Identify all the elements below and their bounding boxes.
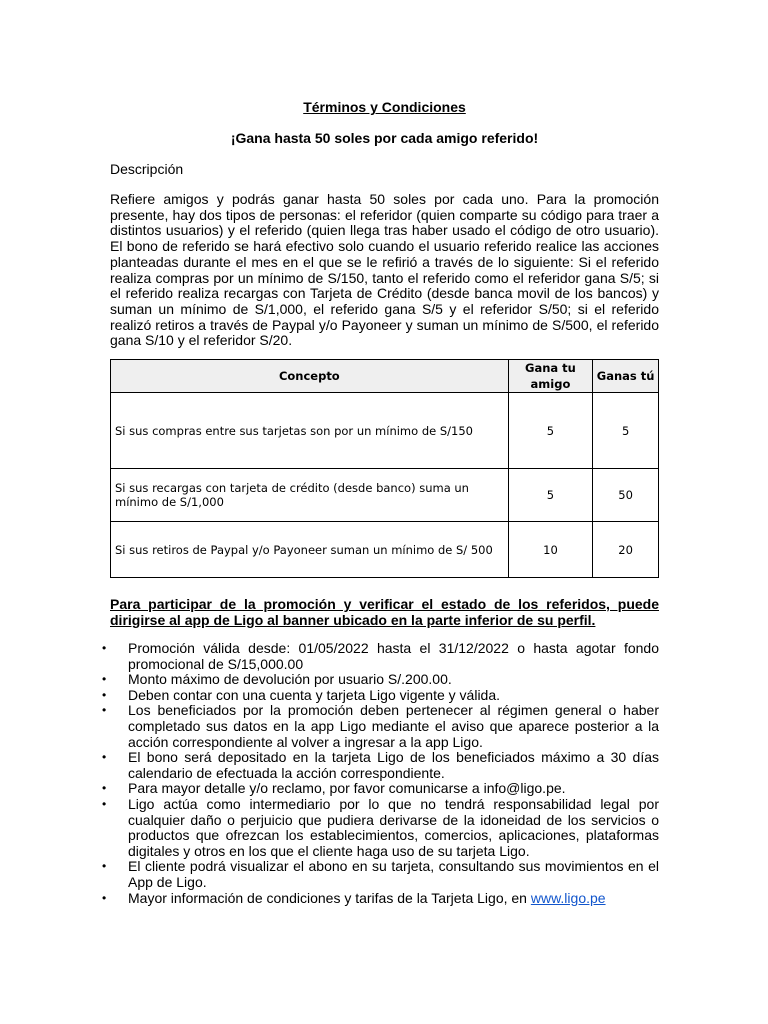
bullet-icon: •	[102, 641, 107, 655]
bullet-icon: •	[102, 796, 107, 811]
list-item-text: Monto máximo de devolución por usuario S/.200.00.	[128, 671, 452, 688]
list-item-text: Mayor información de condiciones y tarifas de la Tarjeta Ligo, en	[128, 889, 531, 906]
list-item-text: Los beneficiados por la promoción deben pertenecer al régimen general o haber completado sus datos en la app Ligo mediante el aviso que aparece posterior a la acción correspondiente al volver a ingresar a la app Ligo.	[128, 702, 659, 750]
row-concept: Si sus recargas con tarjeta de crédito (desde banco) suma un mínimo de S/1,000	[111, 469, 509, 522]
table-row	[111, 393, 659, 469]
list-item-text: Deben contar con una cuenta y tarjeta Ligo vigente y válida.	[128, 686, 501, 703]
ligo-website-link[interactable]: www.ligo.pe	[530, 889, 606, 906]
description-heading: Descripción	[110, 161, 184, 177]
list-item	[102, 889, 659, 907]
table-row	[111, 469, 659, 522]
row-friend-amount: 5	[508, 469, 593, 522]
row-concept: Si sus compras entre sus tarjetas son por un mínimo de S/150	[111, 393, 509, 469]
page-subtitle: ¡Gana hasta 50 soles por cada amigo referido!	[230, 130, 539, 146]
row-you-amount: 20	[593, 522, 659, 578]
bullet-icon: •	[102, 750, 107, 765]
list-item	[102, 858, 659, 890]
rewards-table	[110, 359, 659, 578]
list-item-text: El bono será depositado en la tarjeta Ligo de los beneficiados máximo a 30 días calendario de efectuada la acción correspondiente.	[128, 749, 659, 781]
bullet-icon: •	[102, 687, 107, 702]
list-item	[102, 686, 659, 704]
list-item	[102, 780, 659, 797]
page-title: Términos y Condiciones	[303, 99, 466, 115]
list-item-text: Ligo actúa como intermediario por lo que no tendrá responsabilidad legal por cualquier daño o perjuicio que pudiera derivarse de la idoneidad de los servicios o productos que ofrezcan los establecimientos, comercios, aplicaciones, plataformas digitales y otros en los que el cliente haga uso de su tarjeta Ligo.	[128, 795, 659, 859]
description-paragraph: Refiere amigos y podrás ganar hasta 50 soles por cada uno. Para la promoción presente, hay dos tipos de personas: el referidor (quien comparte su código para traer a distintos usuarios) y el referido (quien llega tras haber usado el código de otro usuario). El bono de referido se hará efectivo solo cuando el usuario referido realice las acciones planteadas durante el mes en el que se le refirió a través de lo siguiente: Si el referido realiza compras por un mínimo de S/150, tanto el referido como el referidor gana S/5; si el referido realiza recargas con Tarjeta de Crédito (desde banca movil de los bancos) y suman un mínimo de S/1,000, el referido gana S/5 y el referidor S/50; si el referido realizó retiros a través de Paypal y/o Payoneer y suman un mínimo de S/500, el referido gana S/10 y el referidor S/20.	[110, 191, 659, 349]
row-you-amount: 50	[593, 469, 659, 522]
header-you-win: Ganas tú	[593, 360, 659, 393]
row-concept: Si sus retiros de Paypal y/o Payoneer suman un mínimo de S/ 500	[111, 522, 509, 578]
conditions-list	[102, 640, 659, 906]
list-item	[102, 795, 659, 859]
row-you-amount: 5	[593, 393, 659, 469]
row-friend-amount: 10	[508, 522, 593, 578]
header-concept: Concepto	[111, 360, 509, 393]
list-item	[102, 749, 659, 781]
bullet-icon: •	[102, 890, 107, 905]
list-item	[102, 671, 659, 688]
bullet-icon: •	[102, 781, 107, 796]
bullet-icon: •	[102, 703, 107, 718]
row-friend-amount: 5	[508, 393, 593, 469]
list-item	[102, 640, 659, 672]
bullet-icon: •	[102, 672, 107, 687]
participation-notice: Para participar de la promoción y verificar el estado de los referidos, puede dirigirse al app de Ligo al banner ubicado en la parte inferior de su perfil.	[110, 596, 659, 628]
table-header-row	[111, 360, 659, 393]
list-item-text: Para mayor detalle y/o reclamo, por favor comunicarse a info@ligo.pe.	[128, 780, 566, 797]
list-item-text: El cliente podrá visualizar el abono en su tarjeta, consultando sus movimientos en el App de Ligo.	[128, 858, 659, 890]
table-row	[111, 522, 659, 578]
list-item	[102, 702, 659, 750]
bullet-icon: •	[102, 859, 107, 874]
list-item-text: Promoción válida desde: 01/05/2022 hasta el 31/12/2022 o hasta agotar fondo promocional de S/15,000.00	[128, 640, 659, 672]
header-friend-wins: Gana tu amigo	[508, 360, 593, 393]
